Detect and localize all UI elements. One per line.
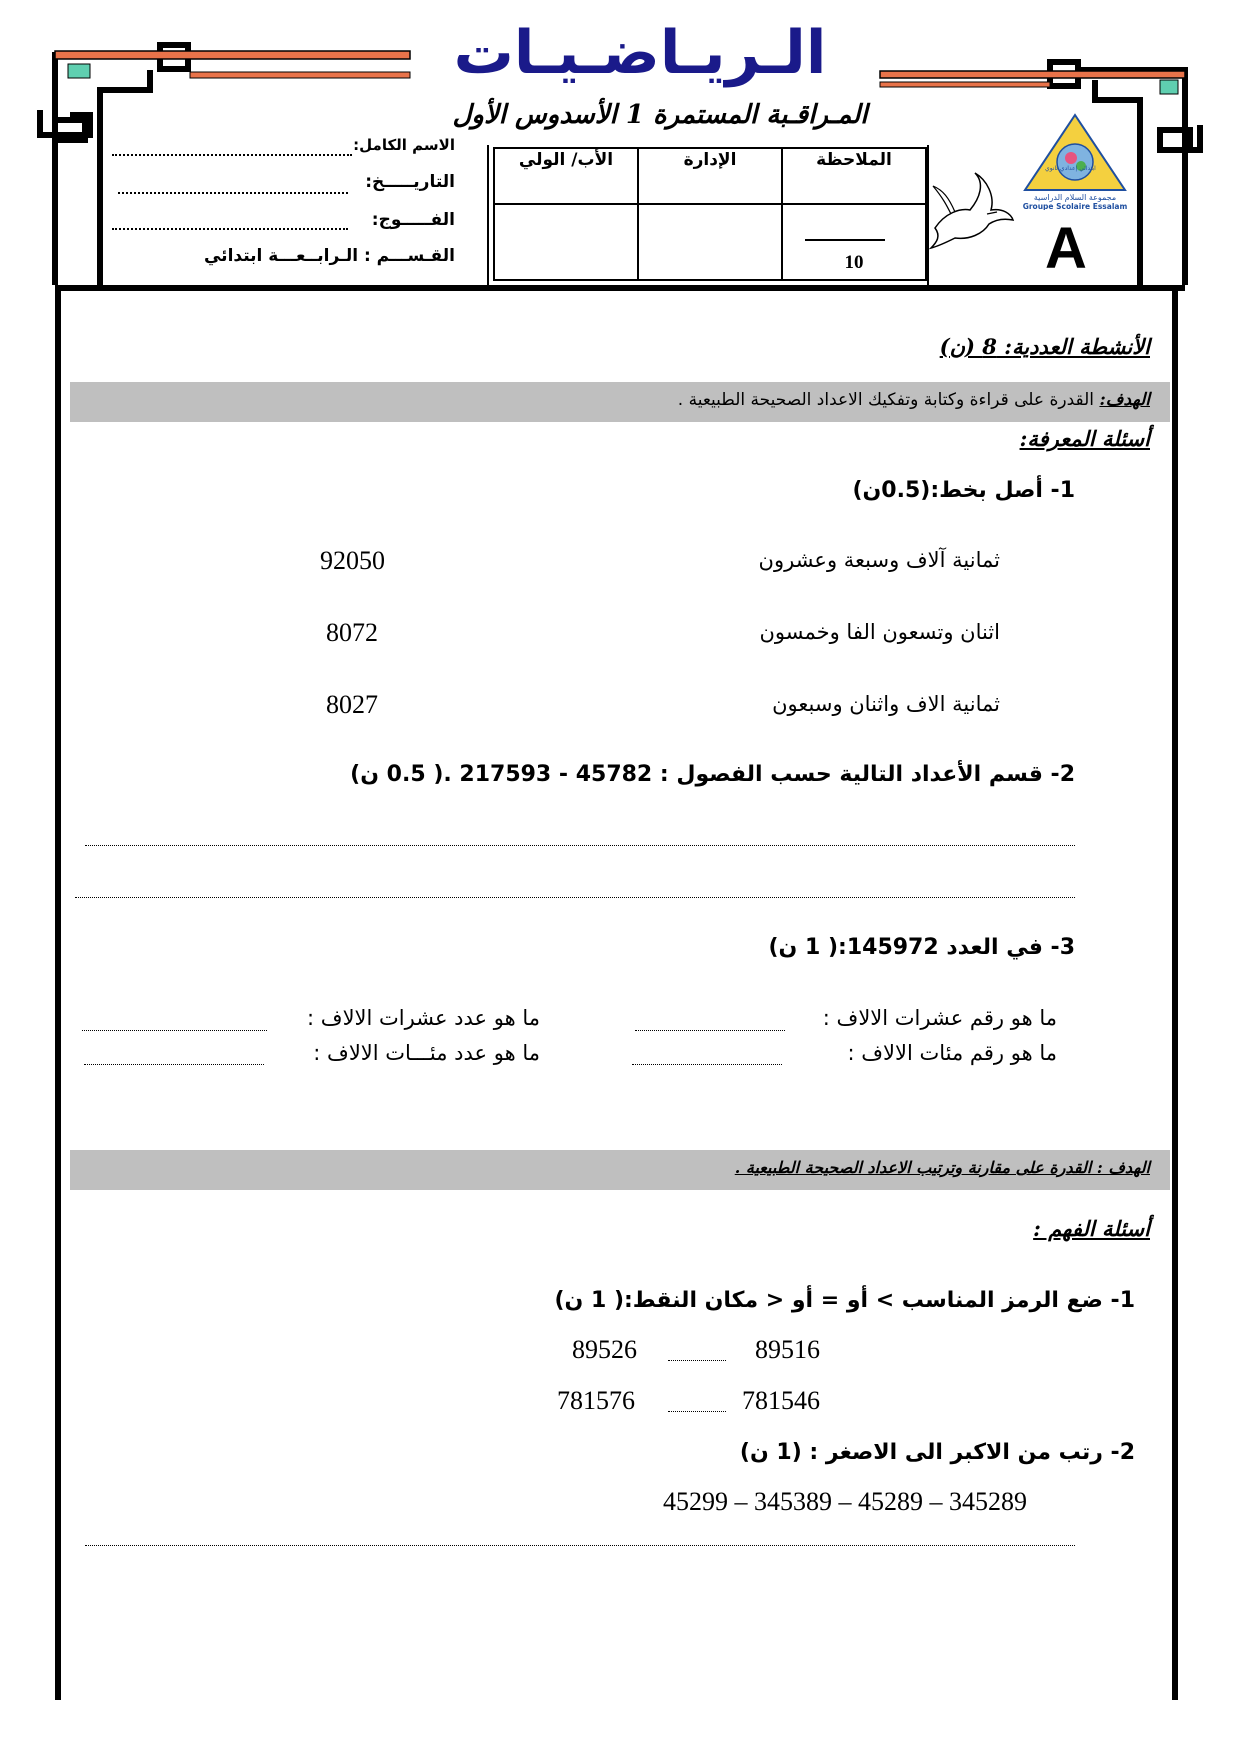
q1-number-2[interactable]: 8072 <box>326 618 378 647</box>
frame-red-bar-top-left <box>55 51 410 59</box>
administration-signature-cell[interactable] <box>638 204 782 280</box>
q3-item-2: ما هو عدد عشرات الالاف : <box>307 1006 540 1030</box>
frame-red-bar-top-left-2 <box>190 72 410 78</box>
version-letter: A <box>1045 216 1087 281</box>
page-title: الـريـاضـيـات <box>453 18 827 88</box>
q3-answer-2[interactable] <box>82 1030 267 1031</box>
q2-title: 2- قسم الأعداد التالية حسب الفصول : 45782 - 217593 .( 0.5 ن) <box>350 762 1075 787</box>
q1-number-3[interactable]: 8027 <box>326 690 378 719</box>
frame-teal-square-left <box>68 64 90 78</box>
knowledge-questions-title: أسئلة المعرفة: <box>1019 426 1150 451</box>
q3-answer-1[interactable] <box>635 1030 785 1031</box>
s2-q2-answer-line[interactable] <box>85 1545 1075 1546</box>
logo-school-name-ar: مجموعة السلام الدراسية <box>1033 193 1117 202</box>
school-logo-icon <box>1015 110 1135 210</box>
class-label: القـســـم : الـرابــعـــة ابتدائي <box>203 246 455 266</box>
logo-school-name-fr: Groupe Scolaire Essalam <box>1022 202 1128 210</box>
q3-title: 3- في العدد 145972:( 1 ن) <box>768 935 1075 960</box>
q3-item-4: ما هو عدد مئـــات الالاف : <box>313 1041 540 1065</box>
score-cell[interactable] <box>782 204 926 280</box>
name-field[interactable] <box>112 154 352 156</box>
parent-signature-cell[interactable] <box>494 204 638 280</box>
s2-q1-pair2-blank[interactable] <box>668 1411 726 1412</box>
q1-word-3[interactable]: ثمانية الاف واثنان وسبعون <box>772 692 1000 716</box>
section1-title: الأنشطة العددية: 8 (ن) <box>939 334 1150 359</box>
score-total: 10 <box>844 252 864 273</box>
understanding-questions-title: أسئلة الفهم : <box>1033 1216 1150 1241</box>
section1-goal <box>678 390 1150 410</box>
section1-goal-text: القدرة على قراءة وكتابة وتفكيك الاعداد الصحيحة الطبيعية . <box>677 390 1095 410</box>
table-header-administration: الإدارة <box>638 148 782 204</box>
group-field[interactable] <box>112 228 348 230</box>
q1-number-1[interactable]: 92050 <box>320 546 385 575</box>
date-label: التاريـــــخ: <box>365 172 455 192</box>
s2-q1-pair1-left: 89526 <box>572 1335 637 1364</box>
score-line <box>805 239 885 241</box>
frame-red-bar-top-right <box>880 71 1185 78</box>
s2-q1-pair2-right: 781546 <box>742 1386 820 1415</box>
q3-item-3: ما هو رقم مئات الالاف : <box>847 1041 1057 1065</box>
section1-goal-label: الهدف: <box>1099 390 1150 410</box>
q2-answer-line-2[interactable] <box>75 897 1075 898</box>
logo-level-text: ابتدائي إعدادي ثانوي <box>1045 165 1096 172</box>
group-label: الفـــــوج: <box>371 210 455 230</box>
grade-table <box>493 147 927 281</box>
s2-q1-pair2-left: 781576 <box>557 1386 635 1415</box>
q1-title: 1- أصل بخط:(0.5ن) <box>852 478 1075 503</box>
s2-q1-pair1-blank[interactable] <box>668 1360 726 1361</box>
q1-word-2[interactable]: اثنان وتسعون الفا وخمسون <box>759 620 1000 644</box>
table-header-remark: الملاحظة <box>782 148 926 204</box>
s2-q2-sequence: 45299 – 345389 – 45289 – 345289 <box>663 1487 1027 1516</box>
frame-teal-square-right <box>1160 80 1178 94</box>
q3-answer-4[interactable] <box>84 1064 264 1065</box>
frame-top-left <box>40 45 188 285</box>
table-header-parent: الأب/ الولي <box>494 148 638 204</box>
page-subtitle: المـراقـبة المستمرة 1 الأسدوس الأول <box>452 100 868 130</box>
s2-q2-title: 2- رتب من الاكبر الى الاصغر : (1 ن) <box>739 1440 1135 1465</box>
section2-goal: الهدف : القدرة على مقارنة وترتيب الاعداد الصحيحة الطبيعية . <box>734 1158 1150 1177</box>
date-field[interactable] <box>118 192 348 194</box>
q1-word-1[interactable]: ثمانية آلاف وسبعة وعشرون <box>758 548 1000 572</box>
q2-answer-line-1[interactable] <box>85 845 1075 846</box>
name-label: الاسم الكامل: <box>353 136 455 154</box>
dove-icon <box>925 168 1015 253</box>
frame-red-bar-top-right-2 <box>880 82 1050 87</box>
s2-q1-pair1-right: 89516 <box>755 1335 820 1364</box>
s2-q1-title: 1- ضع الرمز المناسب > أو = أو < مكان النقط:( 1 ن) <box>554 1288 1135 1313</box>
q3-item-1: ما هو رقم عشرات الالاف : <box>822 1006 1057 1030</box>
q3-answer-3[interactable] <box>632 1064 782 1065</box>
